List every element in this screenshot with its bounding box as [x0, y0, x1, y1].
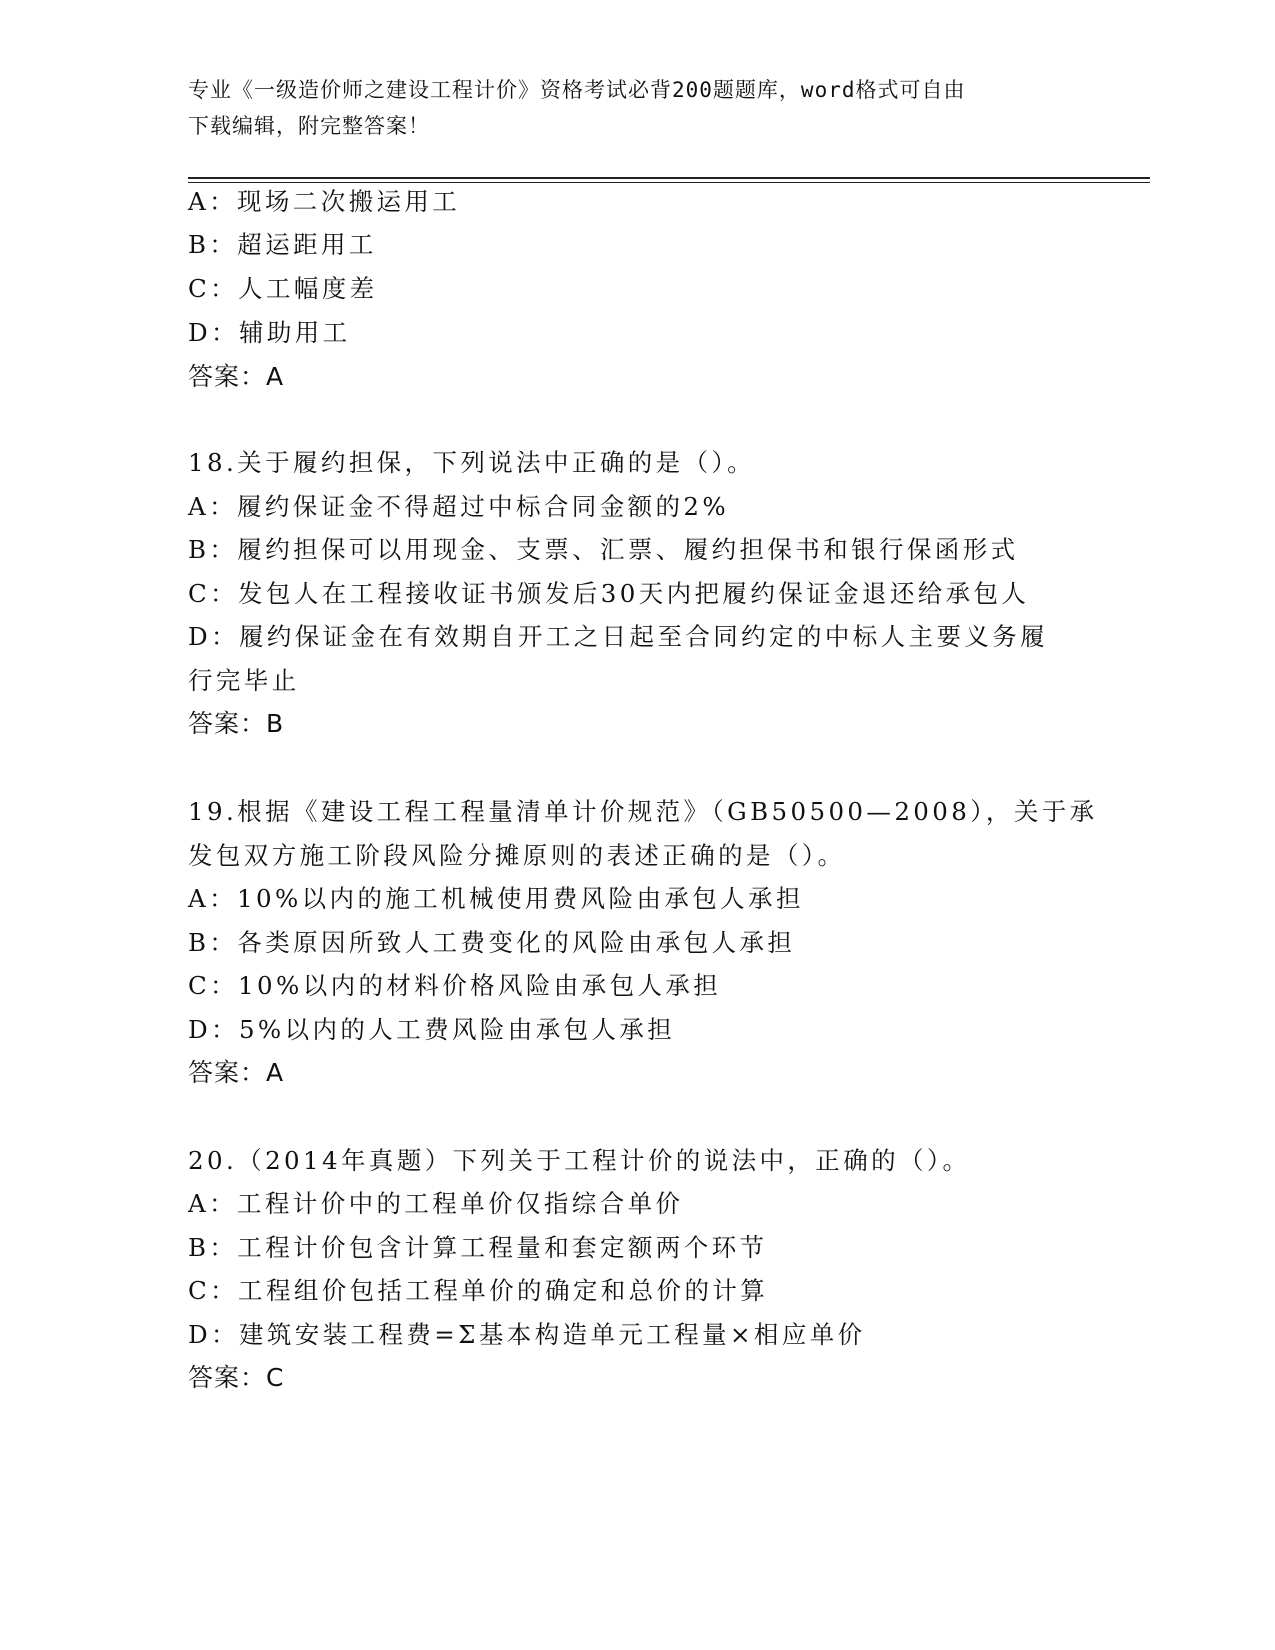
- q19-option-d: D：5%以内的人工费风险由承包人承担: [188, 1015, 676, 1044]
- q17-option-d: D：辅助用工: [188, 318, 351, 347]
- q19-answer: 答案：A: [188, 1058, 285, 1087]
- document-header: [188, 72, 1088, 144]
- q18-option-d-cont: 行完毕止: [188, 666, 300, 695]
- q18-option-a: A：履约保证金不得超过中标合同金额的2%: [188, 492, 730, 521]
- q18-answer: 答案：B: [188, 709, 285, 738]
- q17-answer: 答案：A: [188, 362, 285, 391]
- q18-option-c: C：发包人在工程接收证书颁发后30天内把履约保证金退还给承包人: [188, 579, 1030, 608]
- q17-option-b: B：超运距用工: [188, 230, 377, 259]
- q18-option-d: D：履约保证金在有效期自开工之日起至合同约定的中标人主要义务履: [188, 622, 1049, 651]
- q19-option-c: C：10%以内的材料价格风险由承包人承担: [188, 971, 722, 1000]
- q20-stem: 20.（2014年真题）下列关于工程计价的说法中，正确的（）。: [188, 1146, 971, 1175]
- header-line-2: 下载编辑，附完整答案！: [188, 114, 430, 138]
- q19-option-b: B：各类原因所致人工费变化的风险由承包人承担: [188, 928, 796, 957]
- q18-stem: 18.关于履约担保，下列说法中正确的是（）。: [188, 448, 756, 477]
- q17-option-c: C：人工幅度差: [188, 274, 378, 303]
- q20-option-a: A：工程计价中的工程单价仅指综合单价: [188, 1189, 684, 1218]
- header-line-1: 专业《一级造价师之建设工程计价》资格考试必背200题题库，word格式可自由: [188, 78, 966, 102]
- q20-option-c: C：工程组价包括工程单价的确定和总价的计算: [188, 1276, 769, 1305]
- q19-stem-line-1: 19.根据《建设工程工程量清单计价规范》（GB50500—2008），关于承: [188, 797, 1098, 826]
- header-divider-thin: [188, 182, 1150, 183]
- q20-option-d: D：建筑安装工程费=Σ基本构造单元工程量×相应单价: [188, 1320, 866, 1349]
- q18-option-b: B：履约担保可以用现金、支票、汇票、履约担保书和银行保函形式: [188, 535, 1019, 564]
- q19-option-a: A：10%以内的施工机械使用费风险由承包人承担: [188, 884, 804, 913]
- header-divider: [188, 177, 1150, 179]
- q19-stem-line-2: 发包双方施工阶段风险分摊原则的表述正确的是（）。: [188, 841, 846, 870]
- q20-option-b: B：工程计价包含计算工程量和套定额两个环节: [188, 1233, 768, 1262]
- q17-option-a: A：现场二次搬运用工: [188, 187, 461, 216]
- q20-answer: 答案：C: [188, 1363, 285, 1392]
